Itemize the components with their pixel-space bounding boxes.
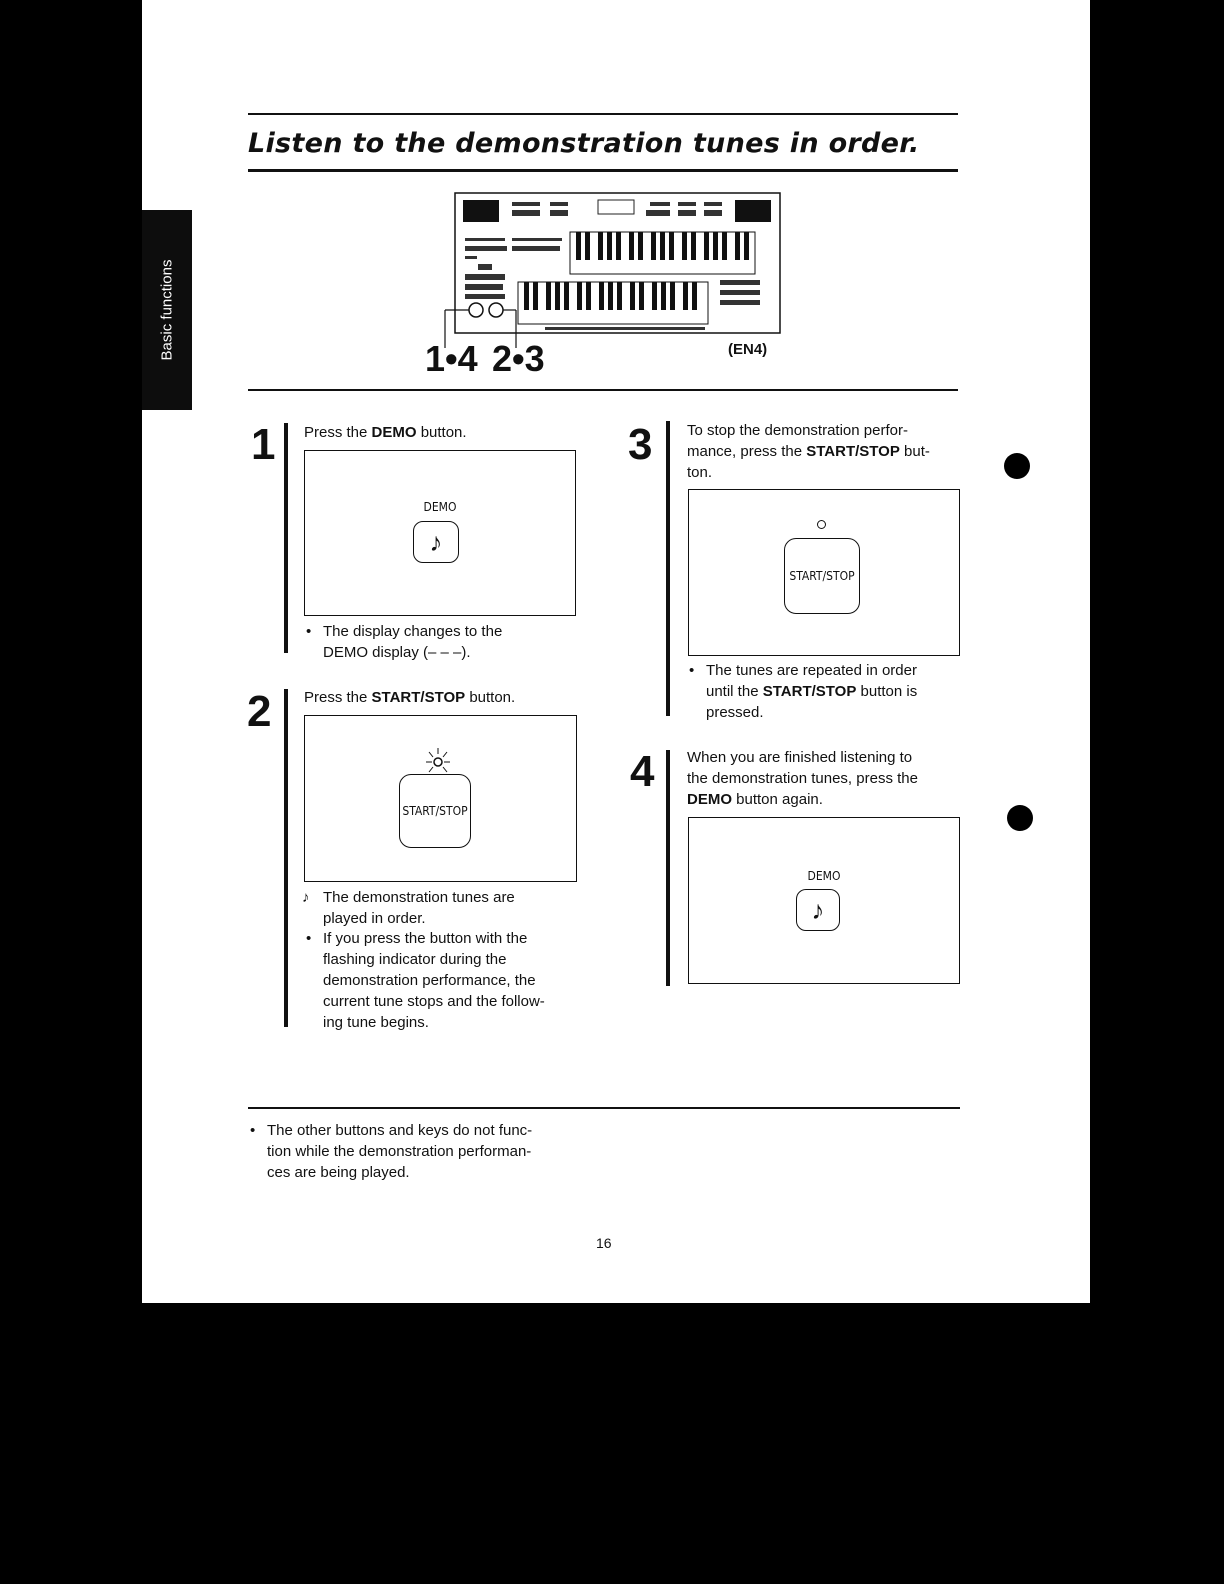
step-1-text: Press the DEMO button. xyxy=(304,424,467,441)
step-1-number: 1 xyxy=(251,420,276,469)
step-4-number: 4 xyxy=(630,747,655,796)
start-stop-button[interactable]: START/STOP xyxy=(399,774,471,848)
demo-button[interactable] xyxy=(413,521,459,563)
start-stop-button[interactable]: START/STOP xyxy=(784,538,860,614)
step-3-text: To stop the demonstration perfor- mance, press the START/STOP but- ton. xyxy=(687,422,930,481)
music-note-icon: ♪ xyxy=(302,889,310,906)
footnote-rule xyxy=(248,1107,960,1109)
step-1-bar xyxy=(284,423,288,653)
step-4-panel xyxy=(688,817,960,984)
model-label: (EN4) xyxy=(728,341,768,358)
step-4-bar xyxy=(666,750,670,986)
step-2-bar xyxy=(284,689,288,1027)
title-underline xyxy=(248,169,958,172)
footnote: The other buttons and keys do not func- tion while the demonstration performan- ces are being played. xyxy=(267,1122,533,1181)
step-3-bar xyxy=(666,421,670,716)
demo-button-label: DEMO xyxy=(423,500,457,514)
side-tab xyxy=(142,210,192,410)
step-3-number: 3 xyxy=(628,420,653,469)
side-tab-label: Basic functions xyxy=(158,259,176,361)
section-rule xyxy=(248,389,958,391)
music-note-icon: ♪ xyxy=(429,527,443,557)
step-2-note-demo: The demonstration tunes are played in order. xyxy=(323,889,515,927)
step-2-note: If you press the button with the flashing indicator during the demonstration performance, the current tune stops and the follow- ing tune begins. xyxy=(323,930,545,1031)
top-rule xyxy=(248,113,958,115)
margin-dot xyxy=(1004,453,1030,479)
indicator-light-icon xyxy=(817,520,826,529)
step-3-panel xyxy=(688,489,960,656)
step-3-note: The tunes are repeated in order until the START/STOP button is pressed. xyxy=(706,662,918,721)
step-4-text: When you are finished listening to the demonstration tunes, press the DEMO button again. xyxy=(687,749,918,808)
step-1-note: The display changes to the DEMO display (– – –). xyxy=(323,623,503,661)
music-note-icon: ♪ xyxy=(811,895,825,925)
margin-dot xyxy=(1007,805,1033,831)
demo-button[interactable] xyxy=(796,889,840,931)
flashing-light-icon xyxy=(420,744,456,774)
page-title: Listen to the demonstration tunes in order. xyxy=(248,128,920,159)
step-2-text: Press the START/STOP button. xyxy=(304,689,516,706)
page-number: 16 xyxy=(596,1235,612,1251)
callout-right: 2•3 xyxy=(492,338,545,379)
callout-left: 1•4 xyxy=(425,338,478,379)
step-2-panel xyxy=(304,715,577,882)
step-1-panel xyxy=(304,450,576,616)
step-2-number: 2 xyxy=(247,687,272,736)
demo-button-label: DEMO xyxy=(807,869,841,883)
